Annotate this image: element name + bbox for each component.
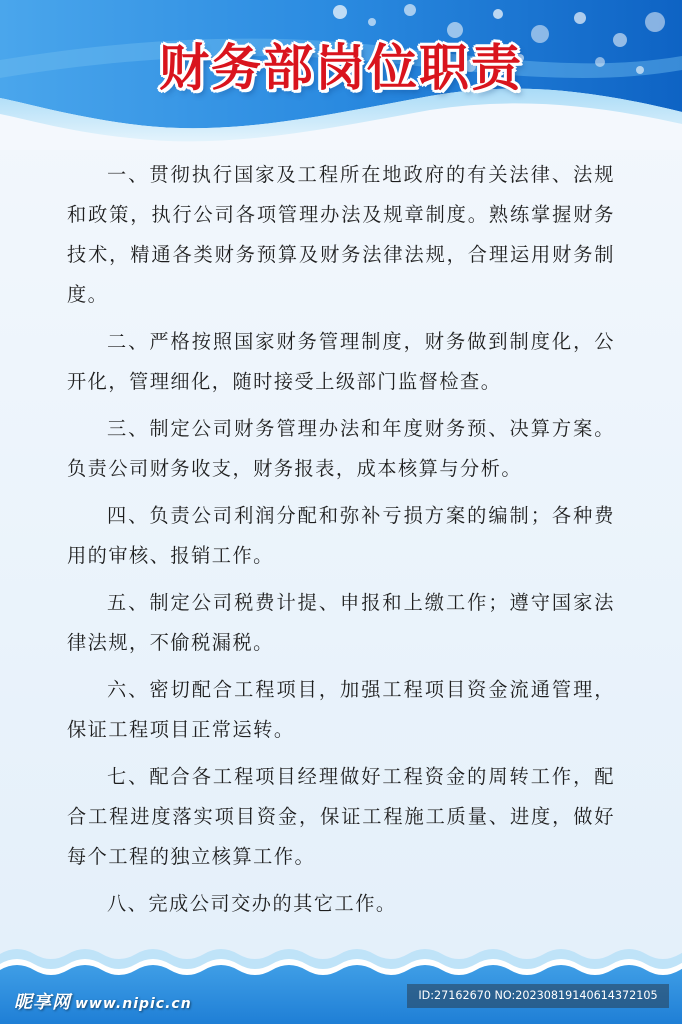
watermark-brand bbox=[14, 988, 192, 1014]
responsibility-item: 三、制定公司财务管理办法和年度财务预、决算方案。负责公司财务收支，财务报表，成本核算与分析。 bbox=[67, 417, 615, 480]
watermark-id: ID:27162670 NO:20230819140614372105 bbox=[407, 984, 669, 1008]
responsibility-item: 一、贯彻执行国家及工程所在地政府的有关法律、法规和政策，执行公司各项管理办法及规章制度。熟练掌握财务技术，精通各类财务预算及财务法律法规，合理运用财务制度。 bbox=[67, 163, 615, 306]
responsibility-item: 六、密切配合工程项目，加强工程项目资金流通管理，保证工程项目正常运转。 bbox=[67, 678, 615, 741]
page-title: 财务部岗位职责 bbox=[159, 38, 523, 97]
responsibilities-list bbox=[67, 155, 615, 931]
responsibility-item: 七、配合各工程项目经理做好工程资金的周转工作，配合工程进度落实项目资金，保证工程施工质量、进度，做好每个工程的独立核算工作。 bbox=[67, 765, 615, 868]
watermark-url: www.nipic.cn bbox=[75, 996, 192, 1012]
responsibility-item: 二、严格按照国家财务管理制度，财务做到制度化，公开化，管理细化，随时接受上级部门监督检查。 bbox=[67, 330, 615, 393]
responsibility-item: 四、负责公司利润分配和弥补亏损方案的编制；各种费用的审核、报销工作。 bbox=[67, 504, 615, 567]
responsibility-item: 五、制定公司税费计提、申报和上缴工作；遵守国家法律法规，不偷税漏税。 bbox=[67, 591, 615, 654]
watermark-brand-name: 昵享网 bbox=[14, 992, 71, 1013]
responsibility-item: 八、完成公司交办的其它工作。 bbox=[107, 892, 397, 915]
header-banner bbox=[0, 0, 682, 150]
